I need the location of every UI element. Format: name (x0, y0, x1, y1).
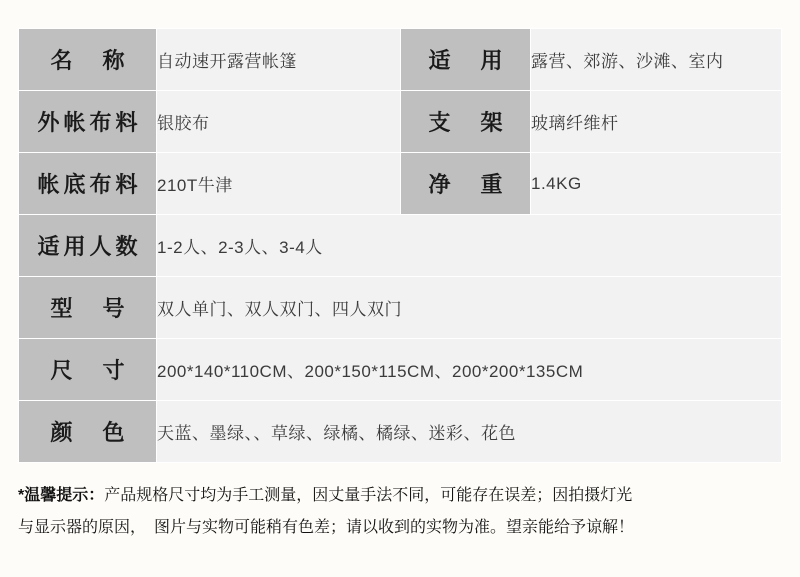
spec-value-size: 200*140*110CM、200*150*115CM、200*200*135CM (157, 339, 782, 401)
spec-value-outer-fabric: 银胶布 (157, 91, 401, 153)
spec-value-net-weight: 1.4KG (531, 153, 782, 215)
spec-label-model (19, 277, 157, 339)
table-row (19, 339, 782, 401)
table-row (19, 29, 782, 91)
spec-label-text: 支 架 (428, 110, 507, 135)
table-row (19, 401, 782, 463)
spec-value-capacity: 1-2人、2-3人、3-4人 (157, 215, 782, 277)
spec-label-text: 帐底布料 (37, 172, 142, 197)
spec-value-usage: 露营、郊游、沙滩、室内 (531, 29, 782, 91)
warm-notice-prefix: *温馨提示： (18, 487, 105, 504)
warm-notice-line-1 (18, 480, 782, 512)
spec-value-model: 双人单门、双人双门、四人双门 (157, 277, 782, 339)
spec-label-text: 颜 色 (50, 420, 129, 445)
spec-label-text: 外帐布料 (37, 110, 142, 135)
spec-label-text: 尺 寸 (50, 358, 129, 383)
spec-label-text: 净 重 (428, 172, 507, 197)
spec-label-net-weight (401, 153, 531, 215)
spec-label-text: 型 号 (50, 296, 129, 321)
spec-label-floor-fabric (19, 153, 157, 215)
table-row (19, 91, 782, 153)
spec-value-name: 自动速开露营帐篷 (157, 29, 401, 91)
table-row (19, 215, 782, 277)
spec-label-usage (401, 29, 531, 91)
warm-notice-text-1: 产品规格尺寸均为手工测量，因丈量手法不同，可能存在误差；因拍摄灯光 (104, 487, 633, 504)
spec-label-name (19, 29, 157, 91)
warm-notice-line-2: 与显示器的原因， 图片与实物可能稍有色差；请以收到的实物为准。望亲能给予谅解！ (18, 519, 635, 536)
spec-label-text: 名 称 (50, 48, 129, 73)
spec-value-frame: 玻璃纤维杆 (531, 91, 782, 153)
spec-value-floor-fabric: 210T牛津 (157, 153, 401, 215)
table-row (19, 153, 782, 215)
spec-label-capacity (19, 215, 157, 277)
warm-notice (18, 480, 782, 544)
specification-table (18, 28, 782, 463)
spec-value-color: 天蓝、墨绿、、草绿、绿橘、橘绿、迷彩、花色 (157, 401, 782, 463)
spec-label-text: 适用人数 (37, 234, 142, 259)
spec-label-frame (401, 91, 531, 153)
spec-label-size (19, 339, 157, 401)
spec-label-outer-fabric (19, 91, 157, 153)
spec-label-text: 适 用 (428, 48, 507, 73)
spec-label-color (19, 401, 157, 463)
table-row (19, 277, 782, 339)
